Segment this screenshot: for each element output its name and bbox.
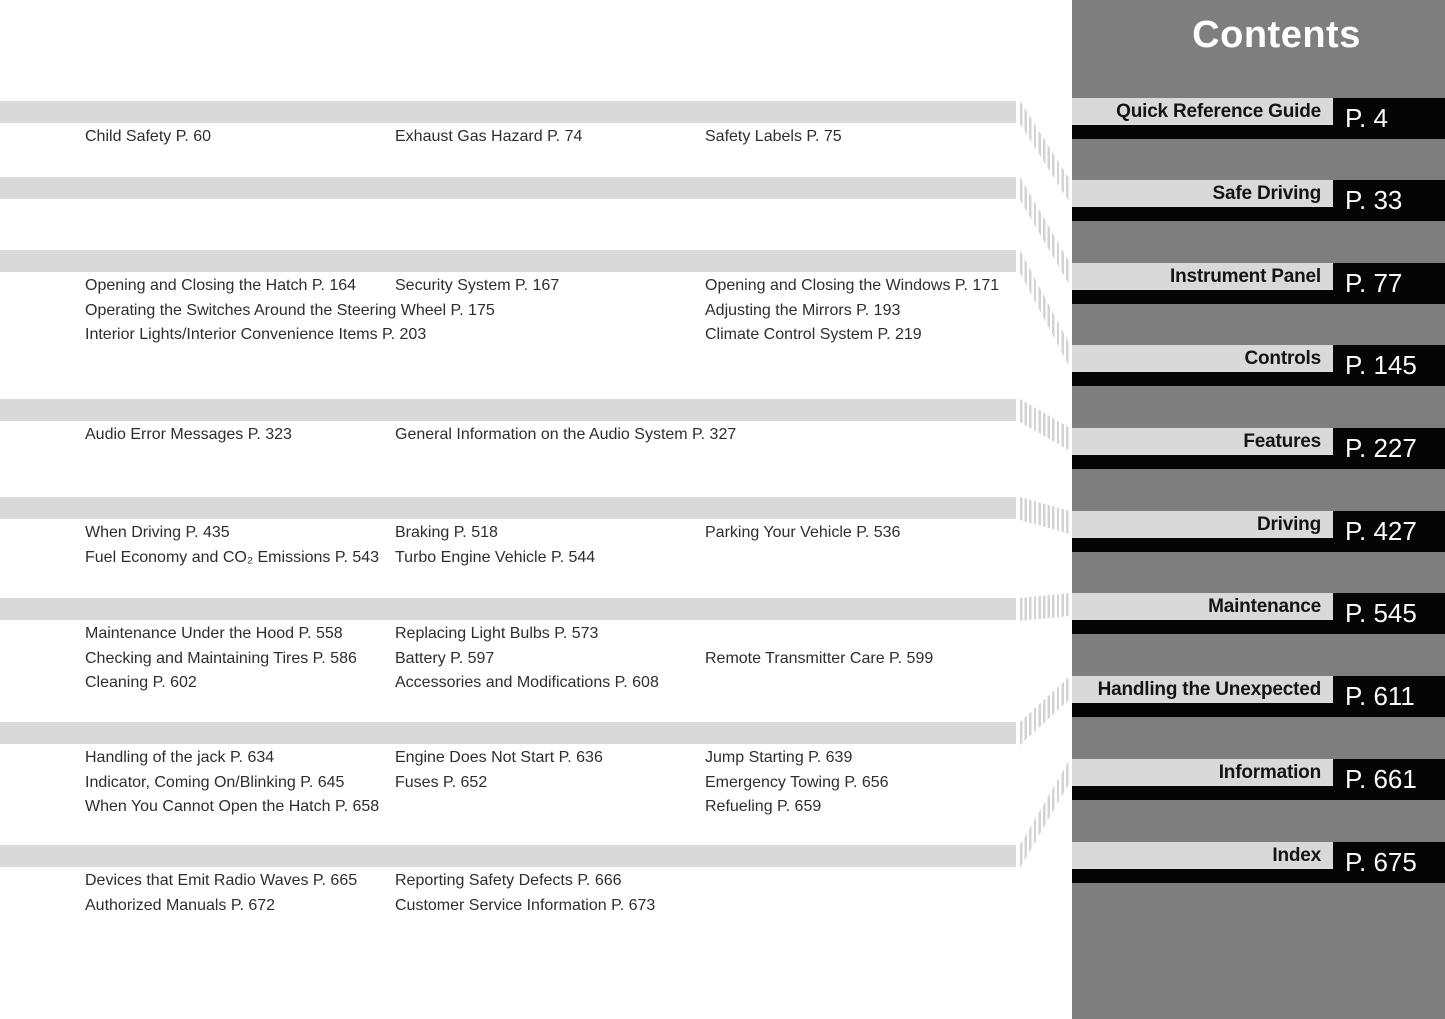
chapter-tab-handling-the-unexpected[interactable] <box>1072 676 1445 717</box>
tab-page-number: P. 427 <box>1333 511 1445 552</box>
tab-label: Maintenance <box>1072 593 1333 620</box>
toc-entry[interactable]: Refueling P. 659 <box>705 798 822 815</box>
toc-entry[interactable]: Fuel Economy and CO₂ Emissions P. 543 <box>85 548 380 566</box>
section-divider-bar <box>0 399 1016 421</box>
tab-label: Quick Reference Guide <box>1072 98 1333 125</box>
chapter-tab-safe-driving[interactable] <box>1072 180 1445 221</box>
toc-entry[interactable]: When You Cannot Open the Hatch P. 658 <box>85 798 380 815</box>
contents-title: Contents <box>1192 14 1361 56</box>
tab-label: Information <box>1072 759 1333 786</box>
toc-entry[interactable]: Devices that Emit Radio Waves P. 665 <box>85 872 358 889</box>
toc-entry[interactable]: Handling of the jack P. 634 <box>85 749 275 766</box>
toc-entry[interactable]: Emergency Towing P. 656 <box>705 773 889 791</box>
section-divider-bar <box>0 598 1016 620</box>
chapter-tab-quick-reference-guide[interactable] <box>1072 98 1445 139</box>
page-fan-stripes <box>1020 399 1070 451</box>
section-divider-bar <box>0 250 1016 272</box>
tab-page-number: P. 33 <box>1333 180 1445 221</box>
tab-page-number: P. 4 <box>1333 98 1445 139</box>
tab-page-number: P. 145 <box>1333 345 1445 386</box>
page-fan-stripes <box>1020 593 1070 621</box>
toc-entry[interactable]: Turbo Engine Vehicle P. 544 <box>395 548 596 566</box>
toc-entry[interactable]: Opening and Closing the Windows P. 171 <box>705 277 1000 294</box>
tab-label: Features <box>1072 428 1333 455</box>
chapter-tab-index[interactable] <box>1072 842 1445 883</box>
toc-entry[interactable]: Security System P. 167 <box>395 277 560 294</box>
chapter-tab-maintenance[interactable] <box>1072 593 1445 634</box>
page-fan-stripes <box>1020 759 1070 868</box>
section-divider-bar <box>0 845 1016 867</box>
toc-entry[interactable]: Accessories and Modifications P. 608 <box>395 674 659 691</box>
chapter-tab-driving[interactable] <box>1072 511 1445 552</box>
toc-entry[interactable]: Checking and Maintaining Tires P. 586 <box>85 649 357 667</box>
tab-page-number: P. 661 <box>1333 759 1445 800</box>
toc-entry[interactable]: Interior Lights/Interior Convenience Items P. 203 <box>85 326 427 343</box>
toc-entry[interactable]: Cleaning P. 602 <box>85 674 197 691</box>
toc-entry[interactable]: Engine Does Not Start P. 636 <box>395 749 603 766</box>
toc-entry[interactable]: Exhaust Gas Hazard P. 74 <box>395 128 583 145</box>
toc-entry[interactable]: Reporting Safety Defects P. 666 <box>395 872 622 889</box>
tab-page-number: P. 611 <box>1333 676 1445 717</box>
toc-entry[interactable]: Maintenance Under the Hood P. 558 <box>85 625 343 642</box>
toc-entry[interactable]: Battery P. 597 <box>395 649 495 667</box>
toc-entry[interactable]: Remote Transmitter Care P. 599 <box>705 649 934 667</box>
tab-label: Index <box>1072 842 1333 869</box>
toc-entry[interactable]: Braking P. 518 <box>395 524 498 541</box>
tab-page-number: P. 77 <box>1333 263 1445 304</box>
tab-label: Instrument Panel <box>1072 263 1333 290</box>
toc-entry[interactable]: Adjusting the Mirrors P. 193 <box>705 301 901 319</box>
toc-entry[interactable]: Indicator, Coming On/Blinking P. 645 <box>85 773 345 791</box>
toc-entry[interactable]: Customer Service Information P. 673 <box>395 896 656 914</box>
toc-entry[interactable]: Parking Your Vehicle P. 536 <box>705 524 901 541</box>
toc-entry[interactable]: Operating the Switches Around the Steering Wheel P. 175 <box>85 301 495 319</box>
toc-entry[interactable]: Audio Error Messages P. 323 <box>85 426 292 443</box>
toc-entry[interactable]: Child Safety P. 60 <box>85 128 212 145</box>
toc-entry[interactable]: Replacing Light Bulbs P. 573 <box>395 625 599 642</box>
page-fan-stripes <box>1020 101 1070 203</box>
tab-page-number: P. 545 <box>1333 593 1445 634</box>
chapter-tab-controls[interactable] <box>1072 345 1445 386</box>
chapter-tab-instrument-panel[interactable] <box>1072 263 1445 304</box>
tab-page-number: P. 675 <box>1333 842 1445 883</box>
tab-label: Controls <box>1072 345 1333 372</box>
toc-entry[interactable]: Climate Control System P. 219 <box>705 326 922 343</box>
section-divider-bar <box>0 177 1016 199</box>
tab-page-number: P. 227 <box>1333 428 1445 469</box>
section-divider-bar <box>0 722 1016 744</box>
toc-entry[interactable]: Safety Labels P. 75 <box>705 128 842 145</box>
toc-entry[interactable]: Fuses P. 652 <box>395 773 488 791</box>
section-divider-bar <box>0 101 1016 123</box>
chapter-tab-features[interactable] <box>1072 428 1445 469</box>
toc-entry[interactable]: When Driving P. 435 <box>85 524 230 541</box>
chapter-tab-information[interactable] <box>1072 759 1445 800</box>
toc-entry[interactable]: Authorized Manuals P. 672 <box>85 896 276 914</box>
tab-label: Safe Driving <box>1072 180 1333 207</box>
page-fan-stripes <box>1020 676 1070 745</box>
toc-entry[interactable]: Opening and Closing the Hatch P. 164 <box>85 277 357 294</box>
tab-label: Handling the Unexpected <box>1072 676 1333 703</box>
toc-entry[interactable]: General Information on the Audio System P. 327 <box>395 426 737 443</box>
page-fan-stripes <box>1020 497 1070 534</box>
section-divider-bar <box>0 497 1016 519</box>
tab-label: Driving <box>1072 511 1333 538</box>
toc-entry[interactable]: Jump Starting P. 639 <box>705 749 853 766</box>
